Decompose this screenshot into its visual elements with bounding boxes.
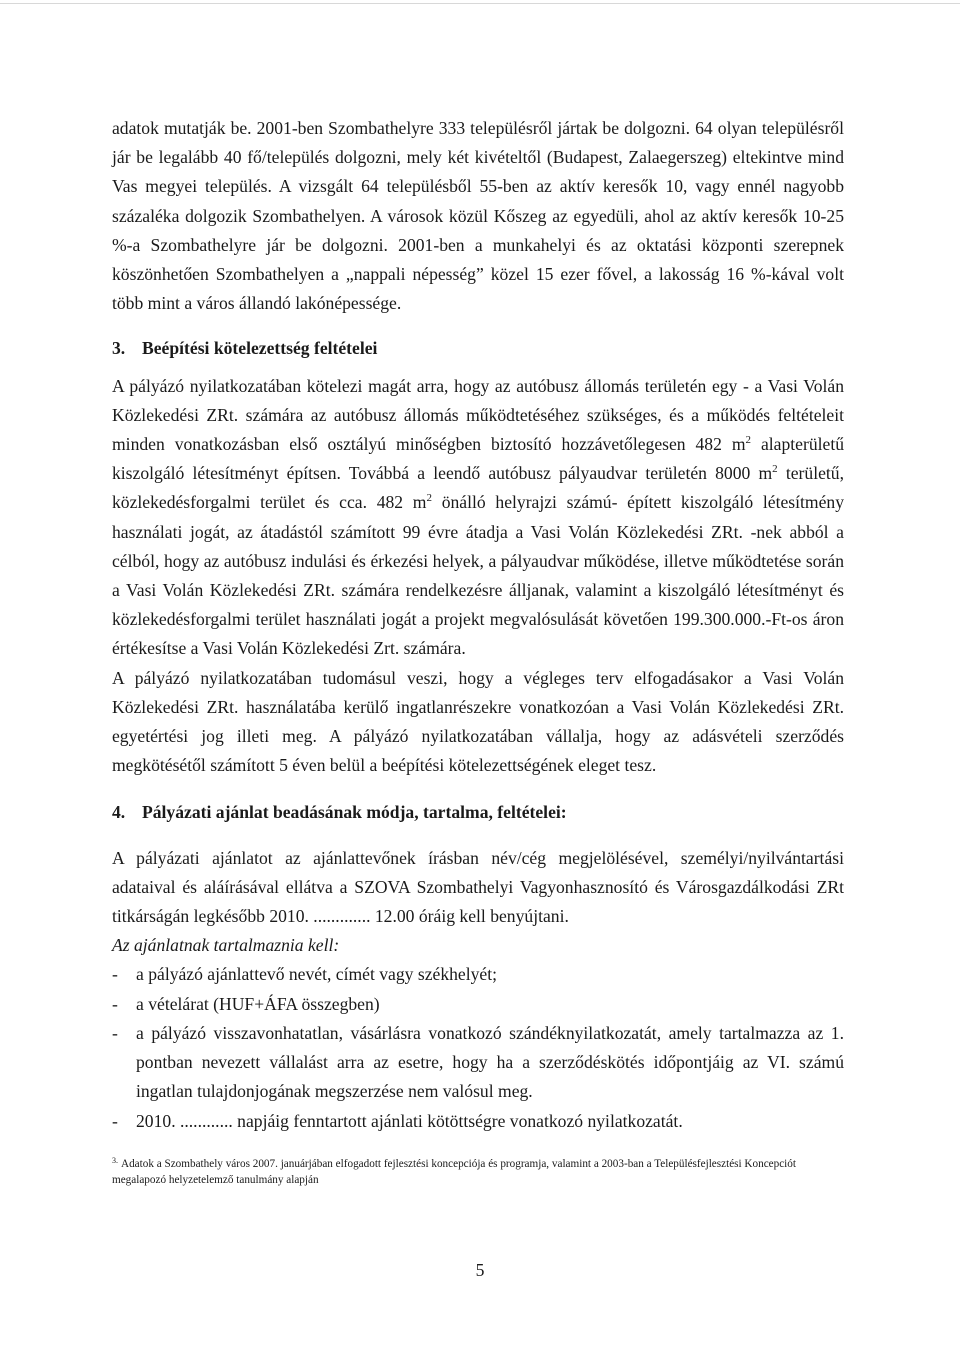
section-3-paragraph-2: A pályázó nyilatkozatában tudomásul veszi, hogy a végleges terv elfogadásakor a Vasi Volán Közlekedési ZRt. használatába kerülő ingatlanrészekre vonatkozóan a Vasi Volán Közlekedési ZRt. egyetértési jog illeti meg. A pályázó nyilatkozatában vállalja, hogy az adásvételi szerződés megkötésétől számított 5 éven belül a beépítési kötelezettségének eleget tesz. <box>112 667 844 776</box>
section-3-number: 3. <box>112 338 126 359</box>
page-number: 5 <box>475 1260 485 1280</box>
list-item <box>112 990 844 1019</box>
s3-p1-text-a: A pályázó nyilatkozatában kötelezi magát arra, hogy az autóbusz állomás területén egy - a Vasi Volán Közlekedési ZRt. számára az autóbusz állomás működtetéséhez szükséges, és a működés feltételeit minden vonatkozásban első osztályú minőségben biztosító hozzávetőlegesen 482 m <box>112 375 844 455</box>
s3-p1-text-b: alapterületű kiszolgáló létesítményt építsen. Továbbá a leendő autóbusz pályaudvar területén 8000 m <box>112 434 845 484</box>
top-border-line <box>0 3 960 4</box>
section-4-title: Pályázati ajánlat beadásának módja, tartalma, feltételei: <box>142 802 567 823</box>
superscript-3: 2 <box>426 492 432 505</box>
dash-marker: - <box>112 964 118 985</box>
list-item-text: a pályázó visszavonhatatlan, vásárlásra vonatkozó szándéknyilatkozatát, amely tartalmazza az 1. pontban nevezett vállalást arra az esetre, hogy ha a szerződéskötés időpontjáig az VI. számú ingatlan tulajdonjogának megszerzése nem valósul meg. <box>136 1022 844 1102</box>
footnote <box>112 1156 844 1188</box>
list-item-text: a pályázó ajánlattevő nevét, címét vagy székhelyét; <box>136 964 497 985</box>
requirements-list <box>112 960 844 1135</box>
list-item-text: a vételárat (HUF+ÁFA összegben) <box>136 993 380 1014</box>
dash-marker: - <box>112 1022 118 1043</box>
dash-marker: - <box>112 993 118 1014</box>
section-4-number: 4. <box>112 802 126 823</box>
intro-paragraph: adatok mutatják be. 2001-ben Szombathelyre 333 településről jártak be dolgozni. 64 olyan településről jár be legalább 40 fő/település dolgozni, mely két kivételtől (Budapest, Zalaegerszeg) eltekintve mind Vas megyei település. A vizsgált 64 településből 55-ben az aktív keresők 10, vagy ennél nagyobb százaléka dolgozik Szombathelyen. A városok közül Kőszeg az egyedüli, ahol az aktív keresők 10-25 %-a Szombathelyre jár be dolgozni. 2001-ben a munkahelyi és az oktatási központi szerepnek köszönhetően Szombathelyen a „nappali népesség” közel 15 ezer fővel, a lakosság 16 %-kával volt több mint a város állandó lakónépessége. <box>112 118 844 314</box>
section-3-paragraph-1 <box>112 372 844 664</box>
list-item <box>112 960 844 989</box>
list-item <box>112 1019 844 1107</box>
superscript-1: 2 <box>745 434 752 447</box>
section-4-heading <box>112 798 844 827</box>
list-item-text: 2010. ............ napjáig fenntartott ajánlati kötöttségre vonatkozó nyilatkozatát. <box>136 1110 683 1131</box>
s3-p1-text-c: területű, közlekedésforgalmi terület és cca. 482 m <box>112 463 844 513</box>
section-4-paragraph-1: A pályázati ajánlatot az ajánlattevőnek írásban név/cég megjelölésével, személyi/nyilvántartási adataival és aláírásával ellátva a SZOVA Szombathelyi Vagyonhasznosító és Városgazdálkodási ZRt titkárságán legkésőbb 2010. ............. 12.00 óráig kell benyújtani. <box>112 847 844 927</box>
s3-p1-text-d: önálló helyrajzi számú- épített kiszolgáló létesítmény használati jogát, az átadástól számított 99 évre átadja a Vasi Volán Közlekedési ZRt. -nek abból a célból, hogy az autóbusz indulási és érkezési helyek, a pályaudvar működése, illetve működtetése során a Vasi Volán Közlekedési ZRt. számára rendelkezésre álljanak, valamint a kiszolgáló létesítményt és közlekedésforgalmi terület használati jogát a projekt megvalósulását követően 199.300.000.-Ft-os áron értékesítse a Vasi Volán Közlekedési Zrt. számára. <box>112 492 844 659</box>
footnote-mark: 3. <box>112 1156 118 1165</box>
dash-marker: - <box>112 1110 118 1131</box>
list-item <box>112 1107 844 1136</box>
section-3-heading <box>112 334 844 363</box>
superscript-2: 2 <box>772 463 778 476</box>
document-body <box>112 114 844 1136</box>
list-intro: Az ajánlatnak tartalmaznia kell: <box>112 935 340 956</box>
section-3-title: Beépítési kötelezettség feltételei <box>142 338 378 359</box>
footnote-text: Adatok a Szombathely város 2007. januárjában elfogadott fejlesztési koncepciója és programja, valamint a 2003-ban a Településfejlesztési Koncepciót megalapozó helyzetelemző tanulmány alapján <box>112 1158 796 1186</box>
